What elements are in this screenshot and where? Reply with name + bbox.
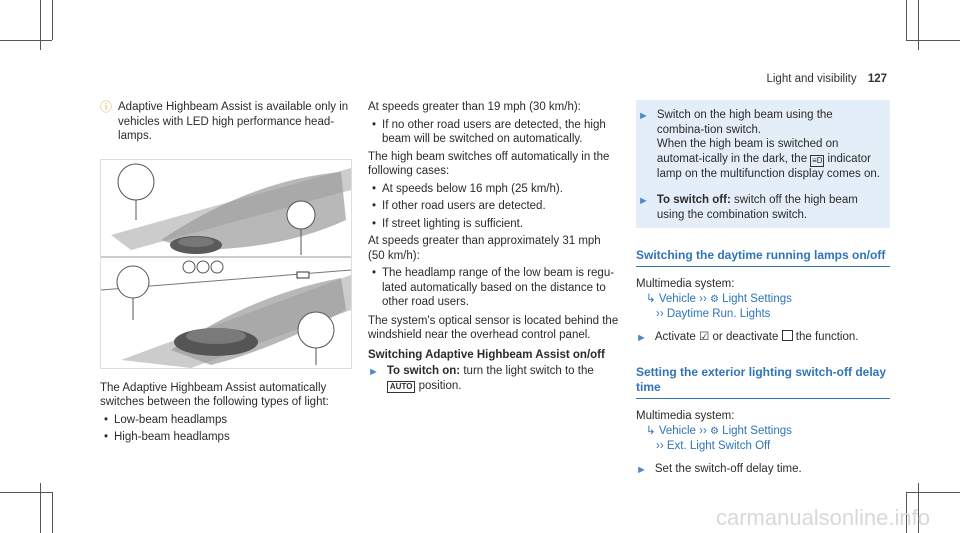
crop-mark <box>906 492 960 493</box>
menu-light-settings: Light Settings <box>722 424 792 437</box>
menu-path <box>636 439 890 454</box>
step-text <box>657 108 882 181</box>
step-switch-on <box>368 364 620 393</box>
step-arrow-icon: ► <box>368 366 379 378</box>
step-text: Set the switch-off delay time. <box>654 462 802 475</box>
headlamp-illustration <box>100 159 352 369</box>
light-settings-icon: ⚙ <box>710 293 719 305</box>
checked-box-icon: ☑ <box>699 330 710 343</box>
intro-text: The Adaptive Highbeam Assist automatically switches between the following types of light: <box>100 381 329 408</box>
step-label: To switch on: <box>386 365 461 377</box>
paragraph: At speeds greater than approximately 31 mph (50 km/h): <box>368 235 601 262</box>
step <box>636 108 882 181</box>
crop-mark <box>0 40 52 41</box>
chevron-right-icon: ›› <box>656 440 667 452</box>
bullet-list <box>368 118 620 147</box>
step-body: turn the light switch to the <box>463 365 594 377</box>
page-number: 127 <box>867 73 887 85</box>
chevron-right-icon: ›› <box>699 292 710 305</box>
step-body-part: or deactivate <box>712 330 779 343</box>
bullet-list <box>368 266 620 310</box>
step-switch-off <box>636 193 882 222</box>
menu-path <box>636 307 890 322</box>
step-text <box>387 364 620 393</box>
high-beam-indicator-icon: ≡D <box>812 155 823 165</box>
step-arrow-icon: ► <box>638 195 649 207</box>
menu-path-label: Multimedia system: <box>636 410 735 422</box>
crop-mark <box>40 483 41 533</box>
step-activate <box>636 330 890 346</box>
crop-mark <box>918 0 919 50</box>
step-label: To switch off: <box>656 194 731 206</box>
menu-path <box>636 292 890 308</box>
menu-item: Ext. Light Switch Off <box>666 440 771 452</box>
list-item: • Low-beam headlamps <box>100 413 352 428</box>
section-heading: Switching the daytime running lamps on/off <box>636 248 890 267</box>
enter-arrow-icon: ↳ <box>646 292 656 305</box>
enter-arrow-icon: ↳ <box>646 424 656 437</box>
running-header <box>766 73 887 85</box>
crop-mark <box>906 0 907 40</box>
step-body-part: When the high beam is switched on automat-ically in the dark, the <box>656 138 839 165</box>
menu-item: Daytime Run. Lights <box>666 308 771 320</box>
paragraph: The high beam switches off automatically in the following cases: <box>368 150 610 177</box>
unchecked-box-icon <box>782 330 793 341</box>
paragraph: The system's optical sensor is located behind the windshield near the overhead control panel. <box>368 314 619 341</box>
step-body-part: indicator lamp on the multifunction display comes on. <box>656 152 880 180</box>
step-body-part: the function. <box>795 330 859 343</box>
list-item: • High-beam headlamps <box>100 430 352 445</box>
column-1 <box>100 100 352 448</box>
step-body-part: Activate <box>654 330 696 343</box>
step-body: position. <box>418 379 462 392</box>
step-arrow-icon: ► <box>638 110 649 122</box>
crop-mark <box>906 40 960 41</box>
road-scene-graphic <box>101 160 351 368</box>
menu-light-settings: Light Settings <box>722 292 792 305</box>
step-arrow-icon: ► <box>636 463 647 476</box>
auto-key-icon: AUTO <box>387 381 416 393</box>
list-item: • If other road users are detected. <box>368 199 620 214</box>
crop-mark <box>0 492 52 493</box>
step-text <box>655 330 859 346</box>
list-item: • If no other road users are detected, the high beam will be switched on automatically. <box>368 118 620 147</box>
menu-path <box>636 424 890 440</box>
chevron-right-icon: ›› <box>656 308 667 320</box>
watermark: carmanualsonline.info <box>715 505 930 530</box>
step-body <box>657 137 882 181</box>
column-2 <box>368 100 620 393</box>
list-item: • If street lighting is sufficient. <box>368 217 620 232</box>
bullet-list <box>368 182 620 232</box>
section-heading: Setting the exterior lighting switch-off delay time <box>636 365 890 399</box>
light-types-list <box>100 413 352 445</box>
chevron-right-icon: ›› <box>699 424 710 437</box>
step-arrow-icon: ► <box>636 331 647 344</box>
highlight-block <box>636 100 890 228</box>
step-text <box>657 193 882 222</box>
list-item: • The headlamp range of the low beam is regu-lated automatically based on the distance to other road users. <box>368 266 620 310</box>
step-body: switch off the high beam using the combination switch. <box>656 194 858 221</box>
subheading: Switching Adaptive Highbeam Assist on/off <box>368 348 605 361</box>
note-text: Adaptive Highbeam Assist is available only in vehicles with LED high performance head-lamps. <box>118 101 349 142</box>
list-item: • At speeds below 16 mph (25 km/h). <box>368 182 620 197</box>
menu-vehicle: Vehicle <box>658 292 696 305</box>
step-set-delay <box>636 462 890 478</box>
column-3 <box>636 100 890 477</box>
menu-vehicle: Vehicle <box>658 424 696 437</box>
section-name: Light and visibility <box>766 73 857 85</box>
crop-mark <box>52 0 53 40</box>
info-note-icon: ⓘ <box>100 100 113 114</box>
note <box>100 100 352 144</box>
crop-mark <box>40 0 41 50</box>
light-settings-icon: ⚙ <box>710 425 719 437</box>
paragraph: At speeds greater than 19 mph (30 km/h): <box>368 101 581 113</box>
step-body: Switch on the high beam using the combina-tion switch. <box>656 109 833 136</box>
menu-path-label: Multimedia system: <box>636 278 735 290</box>
crop-mark <box>52 492 53 533</box>
